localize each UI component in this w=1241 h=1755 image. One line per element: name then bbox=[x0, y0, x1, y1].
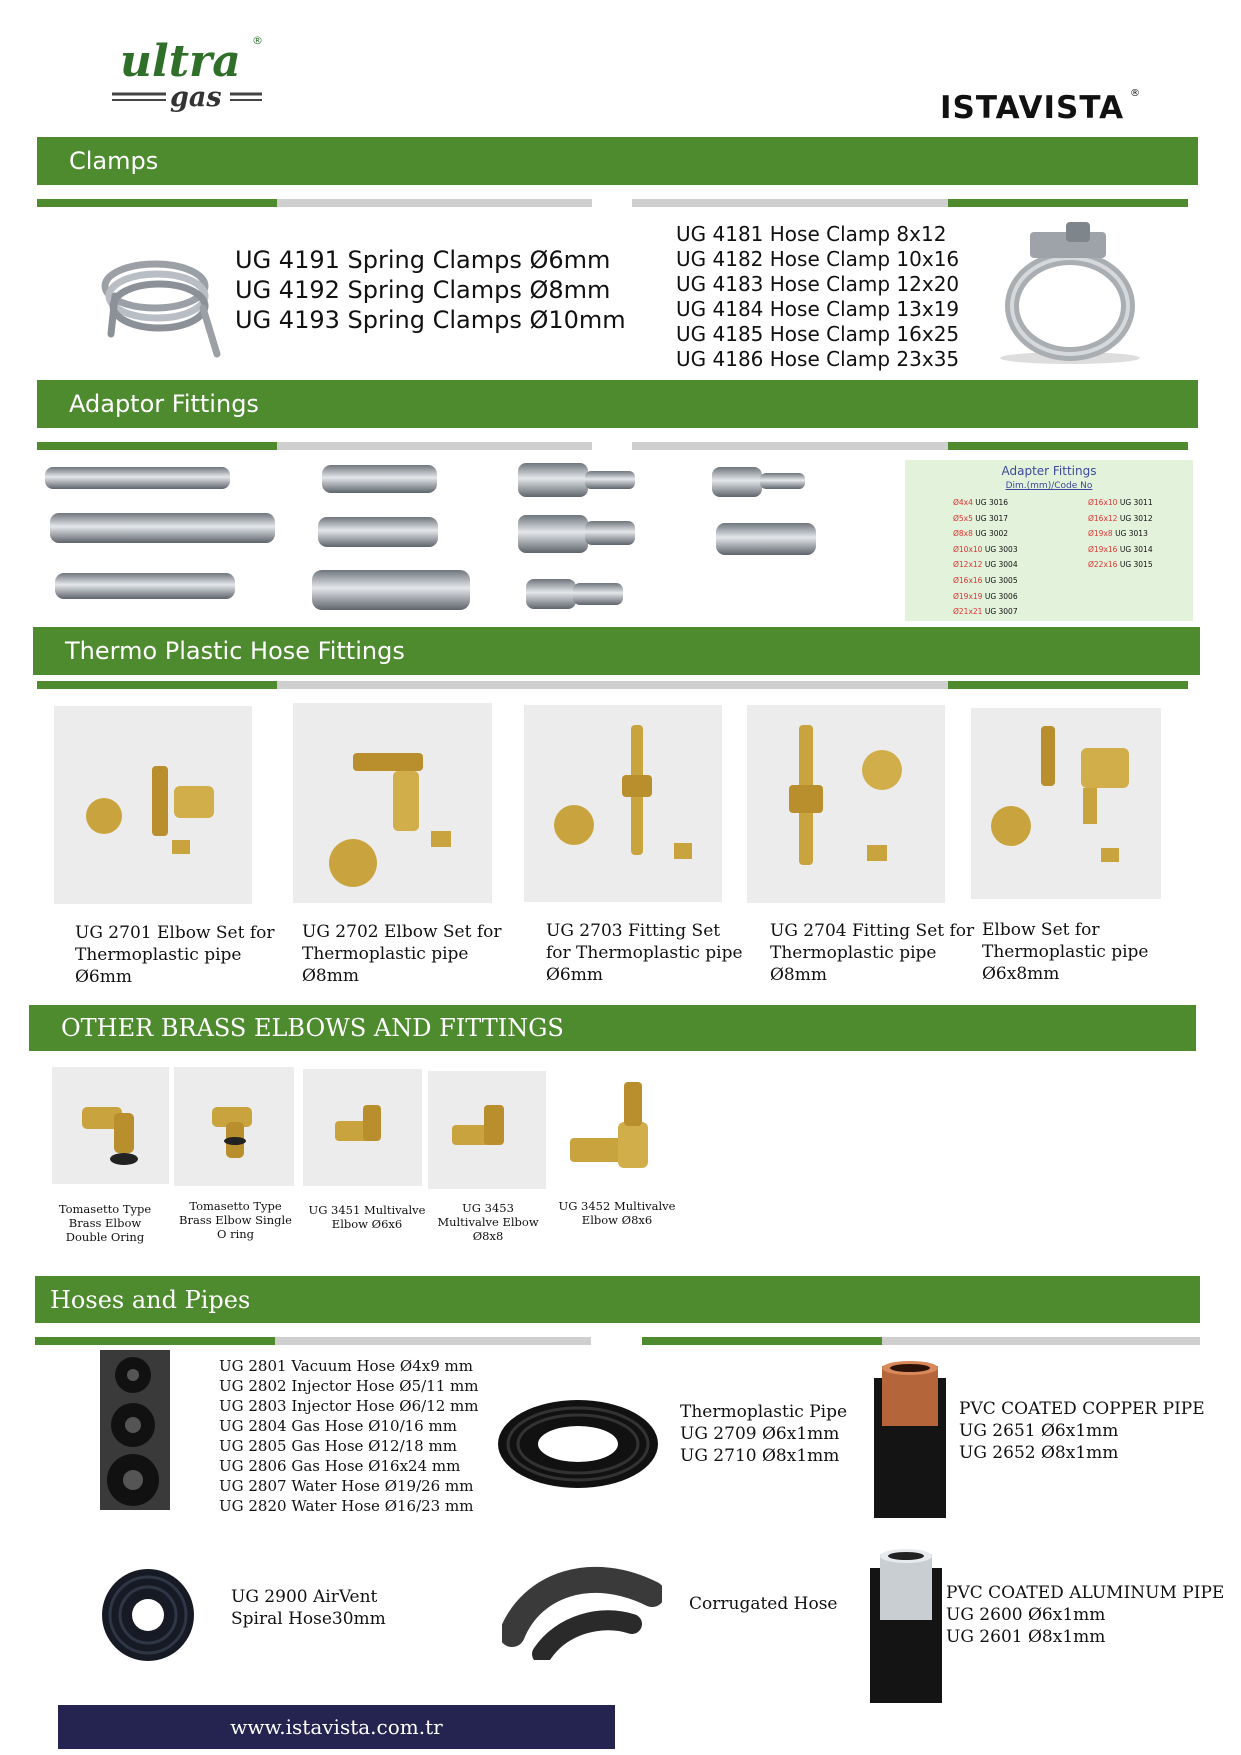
thermo-fitting-caption: UG 2701 Elbow Set for Thermoplastic pipe Ø6mm bbox=[75, 923, 275, 987]
adapter-row: Ø16x10 UG 3011 bbox=[1088, 498, 1153, 507]
hose-clamp-image bbox=[990, 218, 1150, 368]
thermo-pipe-line: UG 2709 Ø6x1mm bbox=[680, 1424, 840, 1444]
thermo-fitting-photo bbox=[54, 706, 252, 904]
section-header-brass bbox=[29, 1005, 1196, 1051]
thermo-fitting-caption: UG 2702 Elbow Set for Thermoplastic pipe Ø8mm bbox=[302, 922, 502, 986]
adapter-row: Ø8x8 UG 3002 bbox=[953, 529, 1009, 539]
hose-item: UG 2802 Injector Hose Ø5/11 mm bbox=[219, 1377, 479, 1395]
section-title-adaptor: Adaptor Fittings bbox=[69, 390, 259, 418]
section-title-hoses: Hoses and Pipes bbox=[50, 1285, 251, 1314]
thermo-fitting-photo bbox=[524, 705, 722, 902]
thermo-fitting-caption: Elbow Set for Thermoplastic pipe Ø6x8mm bbox=[982, 920, 1149, 984]
thermo-fitting-photo bbox=[971, 708, 1161, 899]
hose-clamp-list bbox=[676, 222, 959, 372]
section-header-adaptor bbox=[37, 380, 1198, 428]
spiral-hose-image bbox=[98, 1565, 198, 1665]
section-header-clamps bbox=[37, 137, 1198, 185]
thermo-fitting-photo bbox=[293, 703, 492, 903]
brass-elbow-photo bbox=[52, 1067, 169, 1184]
logo-registered-mark: ® bbox=[252, 34, 263, 47]
adaptor-fittings-image bbox=[40, 455, 820, 623]
section-title-thermo: Thermo Plastic Hose Fittings bbox=[65, 637, 405, 665]
istavista-registered-mark: ® bbox=[1130, 88, 1140, 99]
adapter-table-subtitle: Dim.(mm)/Code No bbox=[1005, 481, 1093, 491]
hose-clamp-item: UG 4186 Hose Clamp 23x35 bbox=[676, 347, 960, 371]
adapter-fittings-table bbox=[905, 460, 1193, 621]
spring-clamp-item: UG 4192 Spring Clamps Ø8mm bbox=[235, 276, 611, 304]
brass-elbow-photo bbox=[428, 1071, 546, 1189]
aluminum-pipe-image bbox=[860, 1546, 952, 1703]
brass-elbow-photo bbox=[303, 1069, 422, 1186]
aluminum-pipe-line: PVC COATED ALUMINUM PIPE bbox=[946, 1583, 1225, 1603]
brass-elbow-photo bbox=[174, 1067, 294, 1186]
copper-pipe-line: PVC COATED COPPER PIPE bbox=[959, 1399, 1205, 1419]
rubber-hoses-image bbox=[95, 1350, 175, 1510]
adapter-row: Ø5x5 UG 3017 bbox=[953, 513, 1009, 523]
corrugated-hose-image bbox=[502, 1564, 662, 1660]
hose-item: UG 2820 Water Hose Ø16/23 mm bbox=[219, 1497, 474, 1515]
copper-pipe-line: UG 2651 Ø6x1mm bbox=[959, 1421, 1119, 1441]
adapter-row: Ø19x16 UG 3014 bbox=[1088, 544, 1153, 554]
spring-clamp-item: UG 4191 Spring Clamps Ø6mm bbox=[235, 246, 611, 274]
adapter-row: Ø10x10 UG 3003 bbox=[953, 544, 1018, 554]
hose-item: UG 2806 Gas Hose Ø16x24 mm bbox=[219, 1457, 461, 1475]
brass-elbow-caption: UG 3451 Multivalve Elbow Ø6x6 bbox=[308, 1203, 426, 1231]
hose-clamp-item: UG 4181 Hose Clamp 8x12 bbox=[676, 222, 947, 246]
istavista-text: ISTAVISTA bbox=[940, 90, 1125, 124]
spring-clamp-image bbox=[95, 236, 225, 362]
divider-rule bbox=[632, 442, 1188, 450]
section-title-brass: OTHER BRASS ELBOWS AND FITTINGS bbox=[61, 1014, 564, 1042]
adapter-table-right-col bbox=[1088, 495, 1153, 573]
section-header-hoses bbox=[35, 1276, 1200, 1323]
logo-main-text: ultra bbox=[120, 36, 241, 87]
copper-pipe-image bbox=[864, 1360, 956, 1518]
brass-elbow-caption: UG 3452 Multivalve Elbow Ø8x6 bbox=[558, 1199, 676, 1227]
copper-pipe-text bbox=[959, 1398, 1205, 1464]
brass-elbow-caption: Tomasetto Type Brass Elbow Double Oring bbox=[58, 1202, 152, 1244]
hose-item: UG 2805 Gas Hose Ø12/18 mm bbox=[219, 1437, 457, 1455]
spring-clamp-list bbox=[235, 245, 626, 335]
brass-elbow-photo bbox=[562, 1078, 677, 1186]
airvent-line: Spiral Hose30mm bbox=[231, 1609, 386, 1629]
copper-pipe-line: UG 2652 Ø8x1mm bbox=[959, 1443, 1119, 1463]
divider-rule bbox=[37, 442, 592, 450]
thermo-pipe-line: Thermoplastic Pipe bbox=[680, 1402, 848, 1422]
thermoplastic-pipe-coil-image bbox=[494, 1396, 662, 1492]
brass-elbow-caption: UG 3453 Multivalve Elbow Ø8x8 bbox=[437, 1201, 539, 1243]
adapter-table-left-col bbox=[953, 495, 1018, 620]
corrugated-hose-text: Corrugated Hose bbox=[689, 1594, 838, 1614]
thermo-fitting-caption: UG 2704 Fitting Set for Thermoplastic pipe Ø8mm bbox=[770, 921, 975, 985]
divider-rule bbox=[642, 1337, 1200, 1345]
adapter-row: Ø19x8 UG 3013 bbox=[1088, 529, 1148, 539]
thermo-fitting-caption: UG 2703 Fitting Set for Thermoplastic pipe Ø6mm bbox=[546, 921, 743, 985]
aluminum-pipe-line: UG 2601 Ø8x1mm bbox=[946, 1627, 1106, 1647]
adapter-row: Ø12x12 UG 3004 bbox=[953, 560, 1018, 570]
hose-clamp-item: UG 4185 Hose Clamp 16x25 bbox=[676, 322, 960, 346]
aluminum-pipe-line: UG 2600 Ø6x1mm bbox=[946, 1605, 1106, 1625]
ultragas-logo bbox=[112, 26, 272, 112]
divider-rule bbox=[37, 681, 1188, 689]
hose-clamp-item: UG 4184 Hose Clamp 13x19 bbox=[676, 297, 960, 321]
hose-item: UG 2804 Gas Hose Ø10/16 mm bbox=[219, 1417, 457, 1435]
hose-clamp-item: UG 4182 Hose Clamp 10x16 bbox=[676, 247, 960, 271]
adapter-row: Ø4x4 UG 3016 bbox=[953, 498, 1009, 507]
divider-rule bbox=[37, 199, 592, 207]
thermoplastic-pipe-text bbox=[680, 1401, 847, 1467]
section-title-clamps: Clamps bbox=[69, 147, 159, 175]
thermo-pipe-line: UG 2710 Ø8x1mm bbox=[680, 1446, 840, 1466]
airvent-hose-text bbox=[231, 1586, 386, 1630]
adapter-row: Ø22x16 UG 3015 bbox=[1088, 560, 1153, 570]
istavista-logo bbox=[940, 84, 1150, 124]
hose-item: UG 2807 Water Hose Ø19/26 mm bbox=[219, 1477, 474, 1495]
adapter-row: Ø21x21 UG 3007 bbox=[953, 607, 1018, 617]
thermo-fitting-photo bbox=[747, 705, 945, 903]
adapter-table-title: Adapter Fittings bbox=[1001, 464, 1097, 478]
adapter-row: Ø16x12 UG 3012 bbox=[1088, 513, 1153, 523]
adapter-row: Ø19x19 UG 3006 bbox=[953, 591, 1018, 601]
hose-item: UG 2801 Vacuum Hose Ø4x9 mm bbox=[219, 1357, 473, 1375]
rubber-hose-list bbox=[219, 1356, 479, 1516]
section-header-thermo bbox=[33, 627, 1200, 675]
divider-rule bbox=[35, 1337, 591, 1345]
logo-sub-text: gas bbox=[170, 82, 222, 112]
footer-bar bbox=[58, 1705, 615, 1749]
aluminum-pipe-text bbox=[946, 1582, 1224, 1648]
adapter-row: Ø16x16 UG 3005 bbox=[953, 575, 1018, 585]
hose-clamp-item: UG 4183 Hose Clamp 12x20 bbox=[676, 272, 960, 296]
website-link[interactable]: www.istavista.com.tr bbox=[230, 1715, 443, 1739]
airvent-line: UG 2900 AirVent bbox=[231, 1587, 378, 1607]
spring-clamp-item: UG 4193 Spring Clamps Ø10mm bbox=[235, 306, 626, 334]
divider-rule bbox=[632, 199, 1188, 207]
hose-item: UG 2803 Injector Hose Ø6/12 mm bbox=[219, 1397, 479, 1415]
brass-elbow-caption: Tomasetto Type Brass Elbow Single O ring bbox=[179, 1199, 292, 1241]
